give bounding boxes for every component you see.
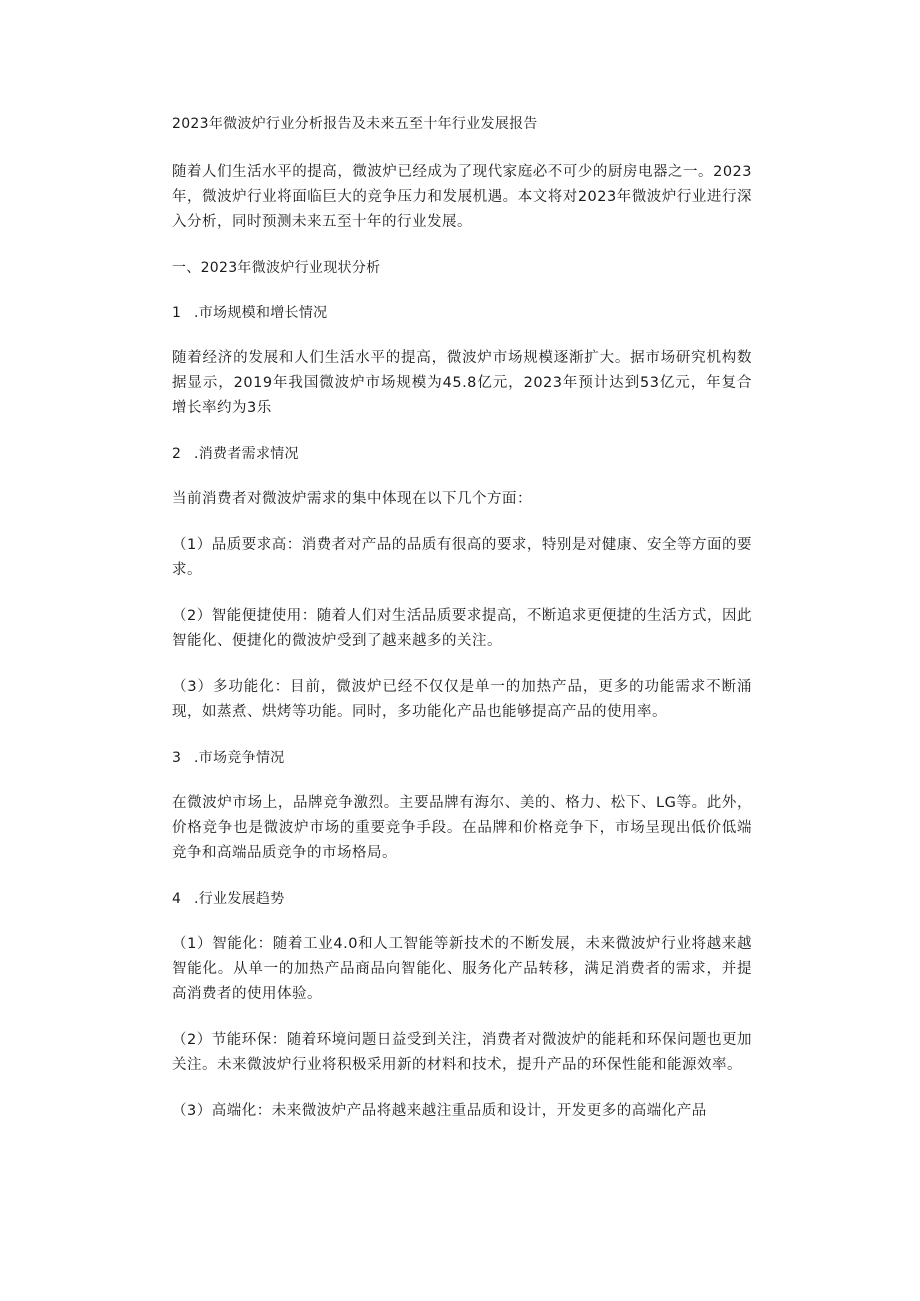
subsection-heading-competition (172, 746, 752, 770)
subsection-heading-market-size (172, 301, 752, 325)
document-title: 2023年微波炉行业分析报告及未来五至十年行业发展报告 (172, 116, 538, 132)
intro-paragraph: 随着人们生活水平的提高，微波炉已经成为了现代家庭必不可少的厨房电器之一。2023年，微波炉行业将面临巨大的竞争压力和发展机遇。本文将对2023年微波炉行业进行深入分析，同时预测未来五至十年的行业发展。 (172, 164, 752, 230)
subsection-number: 3 (172, 750, 182, 766)
trend-item-premium: （3）高端化：未来微波炉产品将越来越注重品质和设计，开发更多的高端化产品 (172, 1103, 707, 1119)
subsection-title: .消费者需求情况 (194, 446, 299, 462)
document-page (172, 112, 752, 1145)
market-size-paragraph: 随着经济的发展和人们生活水平的提高，微波炉市场规模逐渐扩大。据市场研究机构数据显示，2019年我国微波炉市场规模为45.8亿元，2023年预计达到53亿元，年复合增长率约为3乐 (172, 350, 752, 416)
subsection-number: 4 (172, 891, 182, 907)
demand-item-smart: （2）智能便捷使用：随着人们对生活品质要求提高，不断追求更便捷的生活方式，因此智能化、便捷化的微波炉受到了越来越多的关注。 (172, 608, 752, 649)
subsection-number: 2 (172, 446, 182, 462)
subsection-heading-consumer-demand (172, 442, 752, 466)
subsection-title: .行业发展趋势 (194, 891, 285, 907)
subsection-title: .市场竞争情况 (194, 750, 285, 766)
demand-item-quality: （1）品质要求高：消费者对产品的品质有很高的要求，特别是对健康、安全等方面的要求。 (172, 537, 752, 578)
trend-item-smart: （1）智能化：随着工业4.0和人工智能等新技术的不断发展，未来微波炉行业将越来越智能化。从单一的加热产品商品向智能化、服务化产品转移，满足消费者的需求，并提高消费者的使用体验。 (172, 936, 752, 1002)
consumer-demand-paragraph: 当前消费者对微波炉需求的集中体现在以下几个方面： (172, 491, 532, 507)
demand-item-multifunction: （3）多功能化：目前，微波炉已经不仅仅是单一的加热产品，更多的功能需求不断涌现，如蒸煮、烘烤等功能。同时，多功能化产品也能够提高产品的使用率。 (172, 679, 752, 720)
subsection-title: .市场规模和增长情况 (194, 305, 328, 321)
trend-item-eco: （2）节能环保：随着环境问题日益受到关注，消费者对微波炉的能耗和环保问题也更加关注。未来微波炉行业将积极采用新的材料和技术，提升产品的环保性能和能源效率。 (172, 1032, 752, 1073)
subsection-heading-trends (172, 887, 752, 911)
subsection-number: 1 (172, 305, 182, 321)
competition-paragraph: 在微波炉市场上，品牌竞争激烈。主要品牌有海尔、美的、格力、松下、LG等。此外，价格竞争也是微波炉市场的重要竞争手段。在品牌和价格竞争下，市场呈现出低价低端竞争和高端品质竞争的市场格局。 (172, 795, 752, 861)
section-heading: 一、2023年微波炉行业现状分析 (172, 260, 381, 276)
